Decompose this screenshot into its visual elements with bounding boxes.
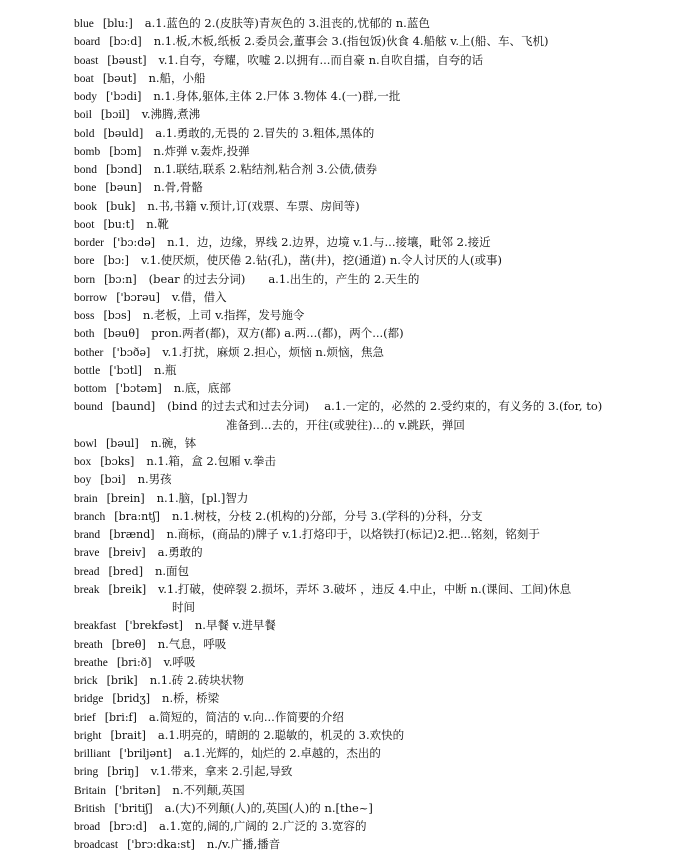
phonetic: ['britən]: [114, 783, 161, 797]
phonetic: ['bɔrəu]: [116, 290, 160, 304]
dictionary-entry: [74, 580, 634, 599]
dictionary-entry: [74, 142, 634, 161]
phonetic: [bəuθ]: [103, 327, 140, 341]
headword: boil: [74, 109, 92, 122]
headword: bring: [74, 766, 99, 779]
phonetic: [bəust]: [107, 53, 147, 67]
headword: brave: [74, 547, 100, 560]
headword: brilliant: [74, 748, 111, 760]
definition: n.桥，桥梁: [162, 691, 220, 706]
dictionary-entry: [74, 434, 634, 453]
dictionary-entry: [74, 178, 634, 197]
headword: bound: [74, 401, 103, 414]
definition: n.骨,骨骼: [153, 180, 203, 195]
phonetic: [bridʒ]: [112, 692, 151, 706]
headword: brain: [74, 492, 98, 505]
definition: n.1.板,木板,纸板 2.委员会,董事会 3.(指包饭)伙食 4.船舷 v.上(船、车、飞机): [153, 34, 549, 49]
phonetic: ['briljənt]: [119, 747, 172, 760]
phonetic: ['bɔðə]: [112, 345, 151, 359]
definition: v.1.使厌烦，使厌倦 2.钻(孔)，凿(井)，挖(通道) n.令人讨厌的人(或事): [140, 253, 502, 268]
dictionary-entry: [74, 525, 634, 544]
definition: a.1.光辉的，灿烂的 2.卓越的，杰出的: [183, 746, 381, 760]
phonetic: ['brɔ:dka:st]: [127, 838, 195, 852]
definition: a.简短的，简洁的 v.向...作简要的介绍: [148, 709, 344, 724]
phonetic: [bred]: [108, 564, 143, 578]
dictionary-entry: [74, 14, 634, 33]
dictionary-entry: [74, 616, 634, 635]
phonetic: [bɔ:n]: [104, 272, 137, 286]
headword: brief: [74, 711, 96, 724]
phonetic: [bɔi]: [100, 473, 126, 487]
definition: (bind 的过去式和过去分词) a.1.一定的，必然的 2.受约束的，有义务的 3.(for, to): [167, 399, 603, 414]
definition-continuation: 时间: [172, 600, 195, 614]
dictionary-entry: [74, 653, 634, 672]
dictionary-entry: [74, 817, 634, 836]
dictionary-entry: [74, 160, 634, 179]
headword: board: [74, 36, 101, 49]
headword: breakfast: [74, 620, 117, 633]
headword: breath: [74, 638, 103, 651]
dictionary-entry: [74, 343, 634, 362]
definition: a.1.宽的,阔的,广阔的 2.广泛的 3.宽容的: [158, 819, 367, 833]
definition: (bear 的过去分词) a.1.出生的，产生的 2.天生的: [148, 271, 420, 286]
phonetic: [blu:]: [102, 17, 133, 30]
definition: n.1.身体,躯体,主体 2.尸体 3.物体 4.(一)群,一批: [153, 89, 401, 103]
dictionary-entry: [74, 507, 634, 526]
phonetic: [briŋ]: [107, 765, 139, 779]
phonetic: [brik]: [106, 674, 138, 687]
phonetic: [brænd]: [109, 528, 155, 541]
dictionary-entry: [74, 87, 634, 106]
dictionary-entry: [74, 32, 634, 51]
headword: bother: [74, 346, 104, 359]
phonetic: [bəun]: [105, 181, 142, 195]
headword: borrow: [74, 291, 108, 304]
phonetic: [bri:f]: [104, 710, 137, 724]
phonetic: [bəuld]: [103, 126, 144, 140]
phonetic: [breθ]: [111, 637, 146, 651]
definition: v.1.带来，拿来 2.引起,导致: [150, 764, 293, 779]
dictionary-entry: [74, 708, 634, 727]
headword: border: [74, 237, 105, 249]
headword: bottom: [74, 383, 107, 395]
definition: n.1．边，边缘，界线 2.边界，边境 v.1.与...接壤，毗邻 2.接近: [167, 235, 491, 249]
headword: boat: [74, 72, 94, 85]
headword: body: [74, 91, 97, 103]
definition: n.书,书籍 v.预计,订(戏票、车票、房间等): [147, 198, 360, 213]
definition: v.沸腾,煮沸: [141, 107, 201, 122]
phonetic: [breik]: [108, 582, 147, 596]
headword: bold: [74, 127, 95, 140]
headword: broadcast: [74, 839, 119, 852]
dictionary-entry: [74, 379, 634, 398]
dictionary-entry: [74, 489, 634, 508]
phonetic: [bra:ntʃ]: [114, 509, 160, 523]
headword: both: [74, 328, 95, 341]
definition: a.1.明亮的，晴朗的 2.聪敏的，机灵的 3.欢快的: [157, 727, 405, 742]
phonetic: ['bɔtəm]: [115, 382, 162, 395]
definition: n.气息，呼吸: [157, 636, 227, 651]
definition: n.商标，(商品的)牌子 v.1.打烙印于，以烙铁打(标记)2.把...铭刻，铭刻于: [166, 527, 540, 541]
headword: box: [74, 456, 92, 468]
definition: pron.两者(都)，双方(都) a.两...(都)，两个...(都): [151, 326, 404, 341]
definition: a.1.蓝色的 2.(皮肤等)青灰色的 3.沮丧的,忧郁的 n.蓝色: [144, 16, 430, 30]
definition: n.1.箱，盒 2.包厢 v.拳击: [146, 454, 276, 468]
dictionary-entry: [74, 233, 634, 252]
definition: v.借，借入: [171, 289, 227, 304]
dictionary-entry: [74, 270, 634, 289]
definition-continuation: 准备到...去的，开往(或驶往)...的 v.跳跃，弹回: [226, 417, 465, 432]
headword: bond: [74, 164, 97, 176]
phonetic: [bɔil]: [100, 108, 130, 122]
definition: a.(大)不列颠(人)的,英国(人)的 n.[the~]: [164, 800, 373, 815]
headword: British: [74, 802, 106, 815]
definition: v.1.自夸，夸耀，吹嘘 2.以拥有...而自豪 n.自吹自擂，自夸的话: [158, 52, 484, 67]
dictionary-entry: [74, 251, 634, 270]
dictionary-entry: [74, 51, 634, 70]
phonetic: [buk]: [106, 199, 136, 213]
definition: n.底，底部: [173, 381, 231, 395]
phonetic: [baund]: [111, 400, 156, 414]
phonetic: [bɔm]: [109, 144, 142, 158]
phonetic: [bɔ:]: [103, 254, 129, 268]
dictionary-entry: [74, 124, 634, 143]
definition: v.1.打扰，麻烦 2.担心，烦恼 n.烦恼，焦急: [162, 344, 384, 359]
headword: brand: [74, 529, 101, 541]
dictionary-entry: [74, 744, 634, 763]
dictionary-entry: [74, 543, 634, 562]
definition: n.1.脑，[pl.]智力: [156, 490, 249, 505]
headword: Britain: [74, 784, 106, 797]
definition: n.炸弹 v.轰炸,投弹: [153, 143, 250, 158]
definition: n.船，小船: [148, 70, 206, 85]
headword: bottle: [74, 364, 101, 377]
dictionary-entry: [74, 671, 634, 690]
dictionary-entry: [74, 324, 634, 343]
dictionary-entry: [74, 397, 634, 416]
definition: n.男孩: [137, 472, 172, 487]
headword: branch: [74, 510, 106, 523]
dictionary-entry: [74, 69, 634, 88]
definition: n.碗，钵: [150, 435, 197, 450]
definition: n.1.联结,联系 2.粘结剂,粘合剂 3.公债,债券: [153, 162, 378, 176]
dictionary-entry: [74, 215, 634, 234]
headword: bone: [74, 182, 97, 195]
headword: boss: [74, 310, 95, 322]
definition: v.呼吸: [163, 654, 196, 669]
phonetic: ['bɔdi]: [106, 90, 142, 103]
dictionary-entry: [74, 105, 634, 124]
headword: book: [74, 200, 97, 213]
dictionary-entry: [74, 361, 634, 380]
dictionary-entry: [74, 288, 634, 307]
headword: broad: [74, 821, 101, 833]
phonetic: [bɔks]: [100, 455, 135, 468]
headword: bridge: [74, 693, 104, 706]
headword: breathe: [74, 656, 108, 669]
headword: break: [74, 583, 100, 596]
dictionary-entry: [74, 799, 634, 818]
dictionary-entry: [74, 726, 634, 745]
dictionary-entry: [74, 470, 634, 489]
phonetic: [bri:ð]: [116, 655, 152, 669]
headword: bowl: [74, 437, 97, 450]
headword: bore: [74, 255, 95, 268]
definition: n.早餐 v.进早餐: [194, 618, 276, 633]
dictionary-entry: [74, 762, 634, 781]
definition: a.1.勇敢的,无畏的 2.冒失的 3.粗体,黑体的: [155, 125, 375, 140]
phonetic: [bəul]: [106, 436, 139, 450]
definition: n.1.树枝，分枝 2.(机构的)分部，分号 3.(学科的)分科，分支: [171, 508, 483, 523]
dictionary-entry: [74, 835, 634, 854]
phonetic: [brɔ:d]: [109, 820, 147, 833]
phonetic: [bəut]: [102, 71, 137, 85]
headword: bread: [74, 565, 100, 578]
phonetic: [bɔnd]: [106, 163, 142, 176]
headword: bomb: [74, 145, 101, 158]
phonetic: [bu:t]: [103, 217, 135, 231]
headword: blue: [74, 18, 94, 30]
dictionary-entry: [74, 781, 634, 800]
phonetic: ['brekfəst]: [125, 619, 183, 633]
phonetic: [bɔ:d]: [109, 35, 142, 49]
dictionary-entry: [74, 452, 634, 471]
dictionary-entry: [74, 689, 634, 708]
definition: n.瓶: [153, 362, 177, 377]
phonetic: [brein]: [106, 491, 145, 505]
headword: boast: [74, 54, 99, 67]
definition: n.1.砖 2.砖块状物: [149, 673, 244, 687]
definition: v.1.打破，使碎裂 2.损坏，弄坏 3.破坏 ，违反 4.中止，中断 n.(课间、工间)休息: [158, 581, 572, 596]
definition: a.勇敢的: [157, 545, 203, 560]
definition: n.靴: [146, 216, 169, 231]
dictionary-entry: [74, 635, 634, 654]
definition: n.老板，上司 v.指挥，发号施令: [142, 308, 305, 322]
definition: n./v.广播,播音: [206, 837, 281, 852]
phonetic: ['bɔtl]: [109, 363, 142, 377]
headword: boy: [74, 474, 92, 487]
headword: boot: [74, 218, 95, 231]
definition: n.不列颠,英国: [172, 782, 245, 797]
phonetic: [bɔs]: [103, 309, 131, 322]
dictionary-entry: [74, 306, 634, 325]
phonetic: ['bɔ:də]: [113, 236, 156, 249]
phonetic: ['britiʃ]: [114, 801, 153, 815]
definition: n.面包: [154, 563, 190, 578]
phonetic: [brait]: [110, 728, 146, 742]
dictionary-entry: [74, 197, 634, 216]
phonetic: [breiv]: [108, 546, 146, 560]
headword: brick: [74, 675, 98, 687]
dictionary-entry: [74, 562, 634, 581]
headword: bright: [74, 729, 102, 742]
headword: born: [74, 273, 96, 286]
